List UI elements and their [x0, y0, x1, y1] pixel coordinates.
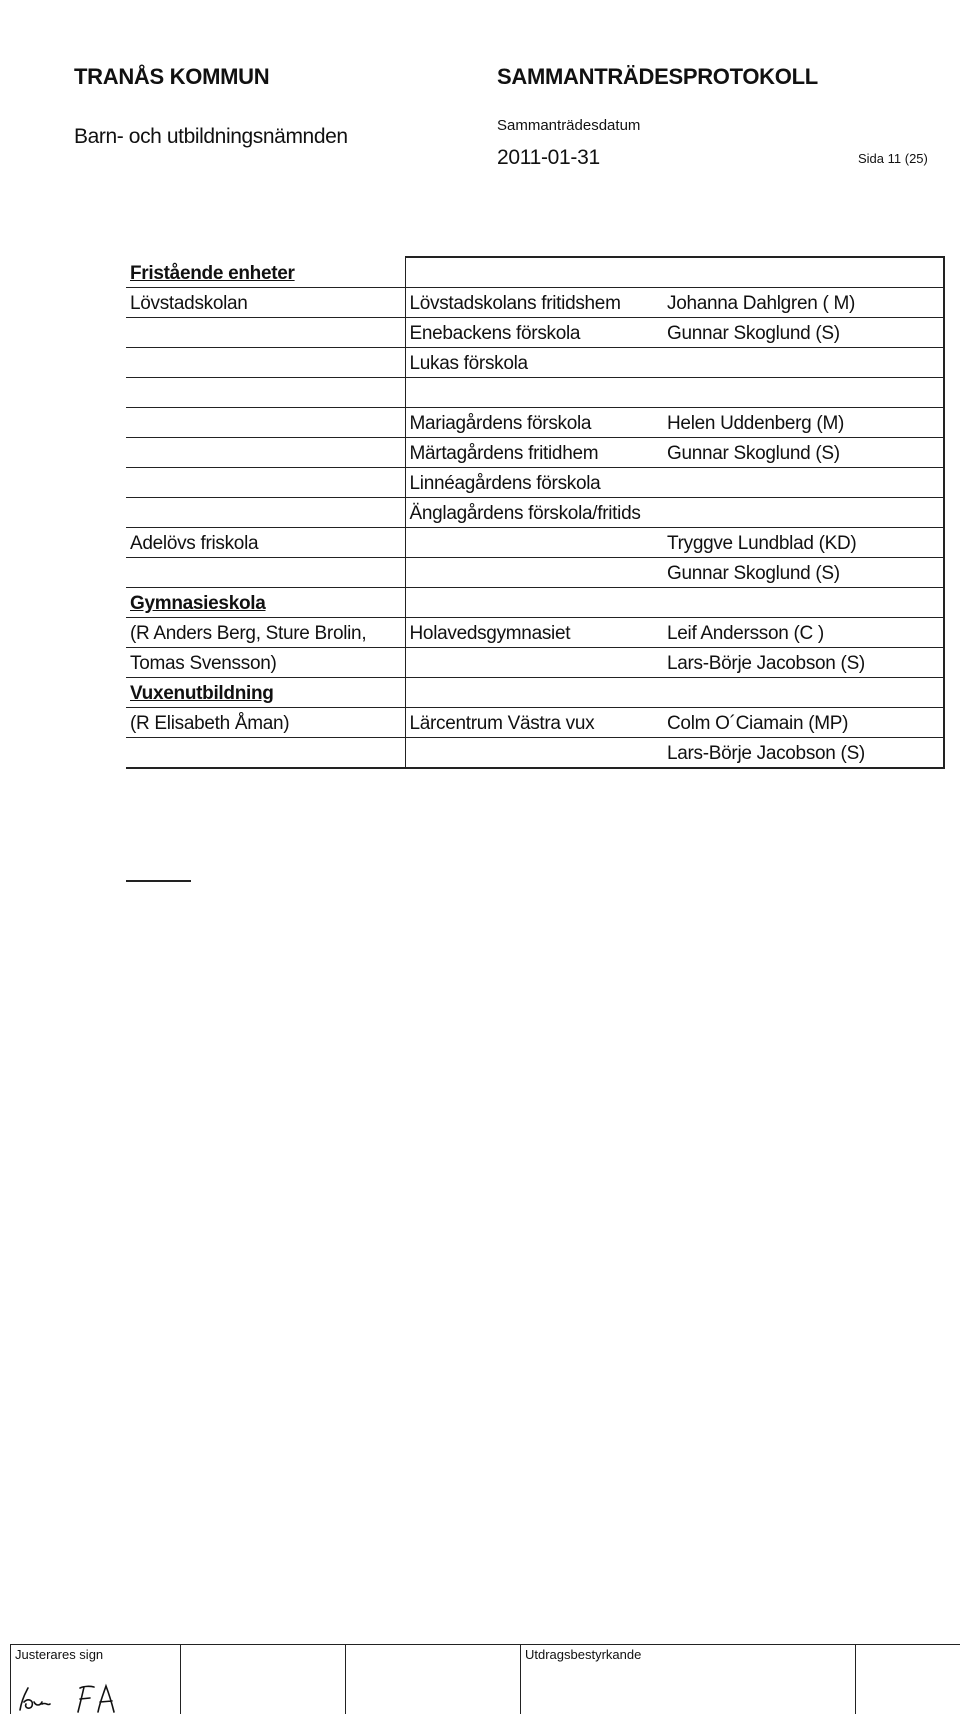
- organization-name: TRANÅS KOMMUN: [74, 64, 270, 89]
- table-cell-c3: [663, 648, 944, 678]
- table-cell-c3: [663, 257, 944, 288]
- extract-cell: [521, 1645, 856, 1714]
- table-row: [126, 738, 944, 769]
- table-cell-c3: [663, 708, 944, 738]
- table-cell-c3: [663, 438, 944, 468]
- cell-text: Tryggve Lundblad (KD): [667, 533, 857, 554]
- cell-text: Mariagårdens förskola: [409, 413, 592, 434]
- table-cell-c1: [126, 708, 405, 738]
- table-cell-c2: [405, 558, 663, 588]
- table-cell-c2: [405, 528, 663, 558]
- table-cell-c2: [405, 678, 663, 708]
- table-cell-c1: [126, 588, 405, 618]
- table-cell-c2: [405, 468, 663, 498]
- cell-text: Tomas Svensson): [130, 653, 277, 674]
- table-cell-c1: [126, 678, 405, 708]
- table-cell-c3: [663, 558, 944, 588]
- table-cell-c3: [663, 528, 944, 558]
- cell-text: Gunnar Skoglund (S): [667, 563, 840, 584]
- cell-text: (R Anders Berg, Sture Brolin,: [130, 623, 367, 644]
- signers-label: Justerares sign: [15, 1647, 104, 1662]
- extract-cell-2: [856, 1645, 960, 1714]
- meeting-date: 2011-01-31: [497, 146, 600, 169]
- table-cell-c2: [405, 408, 663, 438]
- table-cell-c1: [126, 558, 405, 588]
- table-cell-c1: [126, 438, 405, 468]
- cell-text: Märtagårdens fritidhem: [409, 443, 599, 464]
- table-cell-c1: [126, 408, 405, 438]
- table-row: [126, 318, 944, 348]
- handwritten-signatures: [14, 1680, 144, 1714]
- table-cell-c3: [663, 618, 944, 648]
- page-number: Sida 11 (25): [858, 151, 928, 166]
- meeting-date-label: Sammanträdesdatum: [497, 117, 641, 134]
- table-cell-c1: [126, 288, 405, 318]
- table-row: [126, 708, 944, 738]
- table-cell-c1: [126, 378, 405, 408]
- table-row: [126, 618, 944, 648]
- cell-text: Gunnar Skoglund (S): [667, 443, 840, 464]
- extract-label: Utdragsbestyrkande: [525, 1647, 642, 1662]
- department-name: Barn- och utbildningsnämnden: [74, 125, 348, 148]
- table-cell-c1: [126, 468, 405, 498]
- cell-text: Lars-Börje Jacobson (S): [667, 743, 865, 764]
- cell-text: Colm O´Ciamain (MP): [667, 713, 849, 734]
- table-cell-c2: [405, 378, 663, 408]
- table-cell-c2: [405, 618, 663, 648]
- table-cell-c3: [663, 378, 944, 408]
- table-cell-c3: [663, 498, 944, 528]
- table-row: [126, 498, 944, 528]
- cell-text: Lärcentrum Västra vux: [409, 713, 595, 734]
- cell-text: (R Elisabeth Åman): [130, 713, 290, 734]
- table-cell-c1: [126, 318, 405, 348]
- cell-text: Gunnar Skoglund (S): [667, 323, 840, 344]
- table-cell-c1: [126, 618, 405, 648]
- table-cell-c3: [663, 318, 944, 348]
- table-cell-c2: [405, 257, 663, 288]
- table-cell-c1: [126, 738, 405, 769]
- cell-text: Lars-Börje Jacobson (S): [667, 653, 865, 674]
- signer-cell-3: [346, 1645, 521, 1714]
- table-cell-c2: [405, 648, 663, 678]
- table-cell-c1: [126, 348, 405, 378]
- table-cell-c3: [663, 288, 944, 318]
- table-row: [126, 588, 944, 618]
- document-type: SAMMANTRÄDESPROTOKOLL: [497, 64, 818, 89]
- table-row: [126, 468, 944, 498]
- cell-text: Änglagårdens förskola/fritids: [409, 503, 641, 524]
- table-cell-c2: [405, 738, 663, 769]
- cell-text: Adelövs friskola: [130, 533, 259, 554]
- table-cell-c3: [663, 588, 944, 618]
- table-row: [126, 648, 944, 678]
- table-row: [126, 678, 944, 708]
- cell-text: Lukas förskola: [409, 353, 528, 374]
- table-row: [126, 558, 944, 588]
- table-cell-c1: [126, 257, 405, 288]
- section-heading: Fristående enheter: [130, 263, 295, 284]
- table-row: [126, 438, 944, 468]
- table-cell-c3: [663, 408, 944, 438]
- table-row: [126, 257, 944, 288]
- table-cell-c2: [405, 708, 663, 738]
- table-cell-c2: [405, 288, 663, 318]
- table-row: [126, 528, 944, 558]
- cell-text: Helen Uddenberg (M): [667, 413, 844, 434]
- cell-text: Linnéagårdens förskola: [409, 473, 601, 494]
- cell-text: Holavedsgymnasiet: [409, 623, 571, 644]
- table-row: [126, 348, 944, 378]
- section-heading: Vuxenutbildning: [130, 683, 274, 704]
- table-row: [126, 408, 944, 438]
- cell-text: Lövstadskolan: [130, 293, 248, 314]
- cell-text: Leif Andersson (C ): [667, 623, 824, 644]
- separator-line: [126, 880, 191, 882]
- cell-text: Lövstadskolans fritidshem: [409, 293, 621, 314]
- table-row: [126, 378, 944, 408]
- cell-text: Enebackens förskola: [409, 323, 581, 344]
- table-cell-c2: [405, 318, 663, 348]
- entities-table: [126, 256, 945, 769]
- table-cell-c2: [405, 438, 663, 468]
- table-cell-c1: [126, 648, 405, 678]
- table-cell-c2: [405, 498, 663, 528]
- table-cell-c3: [663, 348, 944, 378]
- table-cell-c1: [126, 528, 405, 558]
- table-row: [126, 288, 944, 318]
- table-cell-c3: [663, 468, 944, 498]
- section-heading: Gymnasieskola: [130, 593, 266, 614]
- table-cell-c3: [663, 738, 944, 769]
- table-cell-c3: [663, 678, 944, 708]
- table-cell-c2: [405, 588, 663, 618]
- signature-footer: [10, 1644, 960, 1714]
- signer-cell-2: [181, 1645, 346, 1714]
- table-cell-c1: [126, 498, 405, 528]
- cell-text: Johanna Dahlgren ( M): [667, 293, 856, 314]
- table-cell-c2: [405, 348, 663, 378]
